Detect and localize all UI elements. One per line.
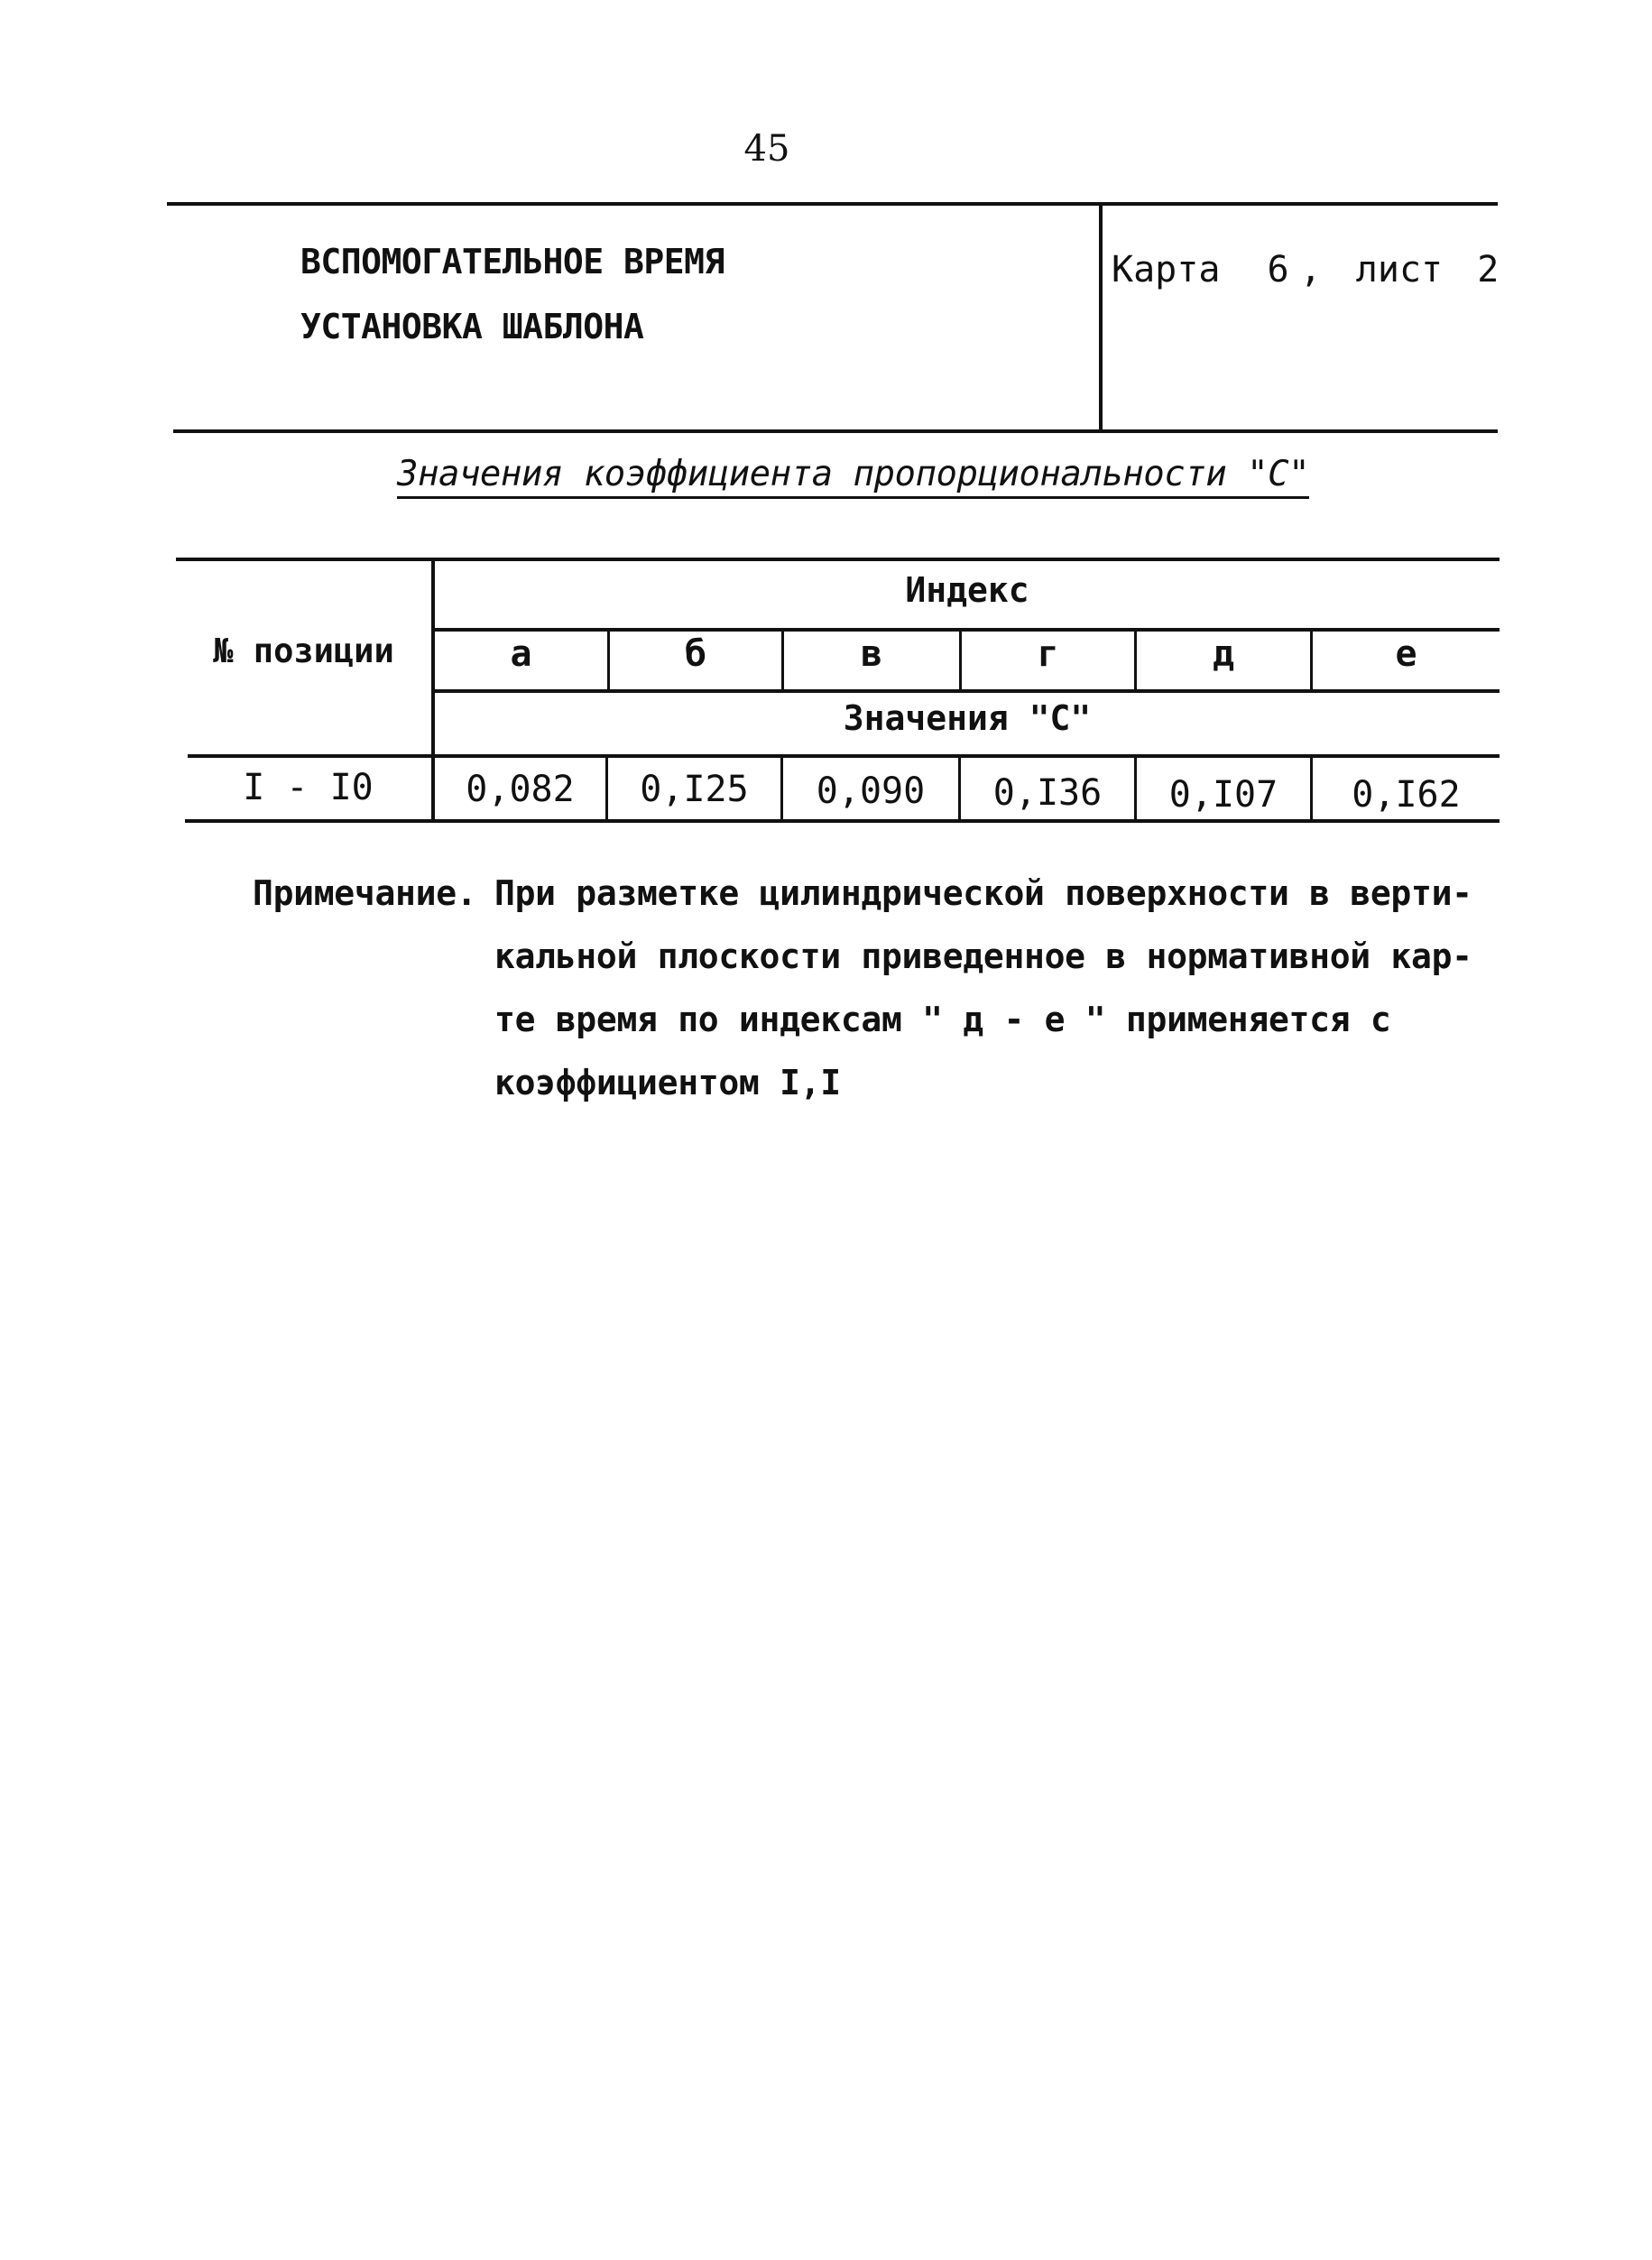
table-cell-a: 0,082 [466,769,575,810]
index-header-rule [435,628,1500,632]
header-divider [1099,204,1103,431]
card-label: Карта [1112,249,1221,291]
table-cell-g: 0,I36 [992,772,1103,814]
column-header-e: е [1395,633,1417,675]
columns-header-rule [435,689,1500,693]
card-separator: , [1299,249,1322,291]
note-line-1: При разметке цилиндрической поверхности в верти- [494,873,1472,913]
index-header: Индекс [905,570,1029,610]
note-line-2: кальной плоскости приведенное в нормативной кар- [494,936,1472,976]
table-cell-e: 0,I62 [1352,774,1461,816]
page-number: 45 [743,128,790,170]
column-header-v: в [860,633,883,675]
column-header-a: а [510,633,532,675]
table-cell-v: 0,090 [816,770,926,812]
header-title-line2: УСТАНОВКА ШАБЛОНА [300,307,644,346]
values-header: Значения "С" [843,698,1092,738]
header-title-line1: ВСПОМОГАТЕЛЬНОЕ ВРЕМЯ [300,242,724,281]
section-title: Значения коэффициента пропорциональности "С" [397,454,1309,499]
header-bottom-rule [173,429,1498,433]
sheet-label: лист [1355,249,1444,291]
position-header: № позиции [213,632,394,670]
table-bottom-rule [185,819,1500,823]
table-top-rule [176,558,1500,561]
card-number: 6 [1267,249,1289,291]
table-cell-d: 0,I07 [1168,774,1278,816]
column-header-d: д [1212,633,1235,675]
note-line-3: те время по индексам " д - е " применяется с [494,1000,1391,1039]
header-bottom-rule-table [188,754,1500,758]
sheet-number: 2 [1477,249,1500,291]
column-header-b: б [684,633,707,675]
table-row-position: I - I0 [243,767,374,808]
note-label: Примечание. [253,873,477,913]
header-top-rule [167,202,1498,206]
table-cell-b: 0,I25 [640,769,749,810]
column-header-g: г [1037,633,1059,675]
note-line-4: коэффициентом I,I [494,1063,841,1102]
card-reference [1112,249,1499,291]
